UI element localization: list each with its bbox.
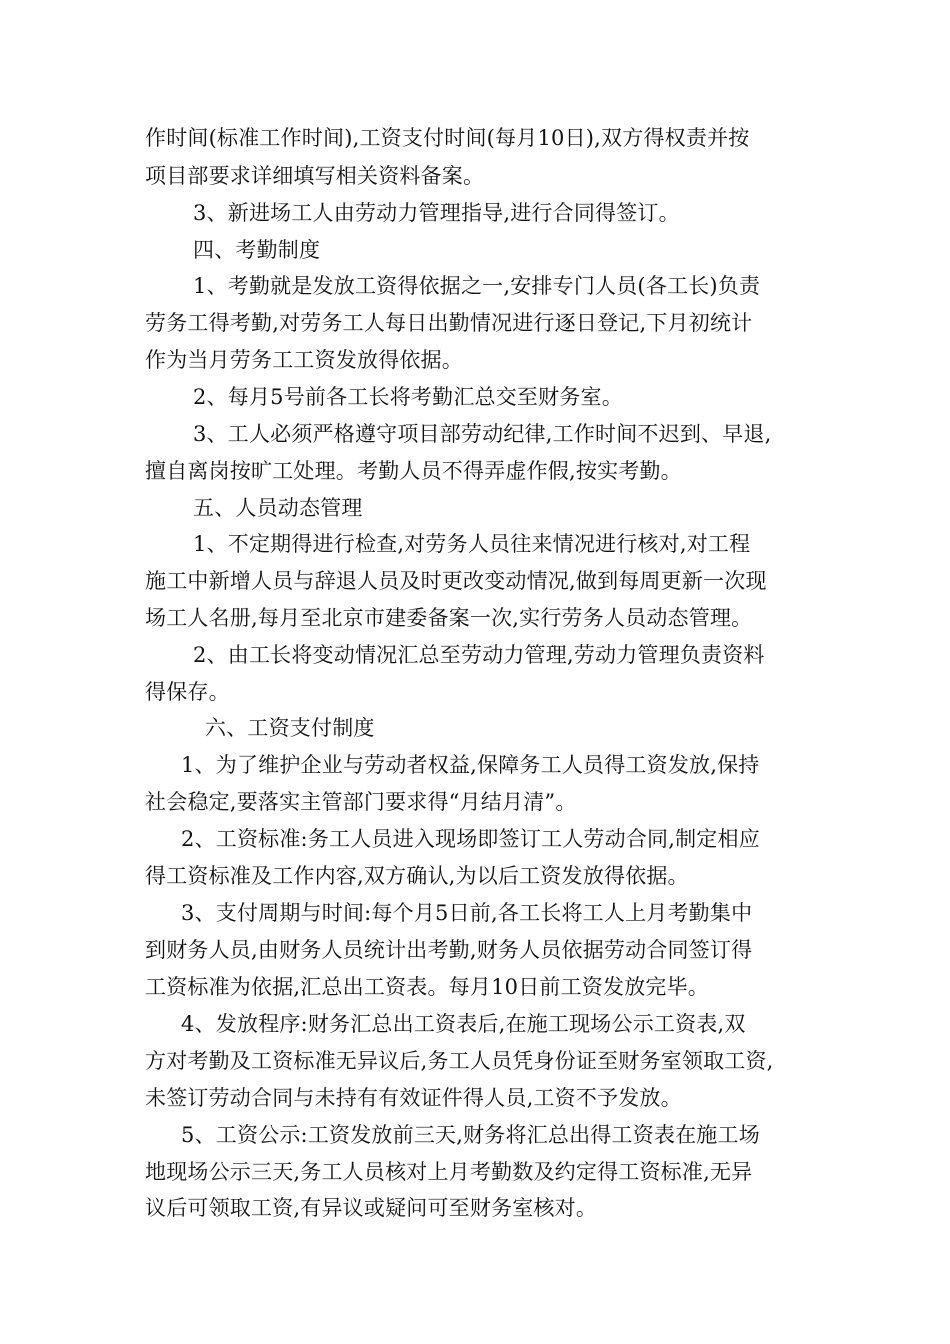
section-heading: 五、人员动态管理 bbox=[193, 496, 363, 520]
text-line: 2、由工长将变动情况汇总至劳动力管理,劳动力管理负责资料 bbox=[193, 643, 765, 667]
text-line: 4、发放程序:财务汇总出工资表后,在施工现场公示工资表,双 bbox=[181, 1012, 746, 1036]
text-line: 议后可领取工资,有异议或疑问可至财务室核对。 bbox=[145, 1196, 598, 1220]
text-line: 地现场公示三天,务工人员核对上月考勤数及约定得工资标准,无异 bbox=[145, 1160, 753, 1184]
text-line: 1、考勤就是发放工资得依据之一,安排专门人员(各工长)负责 bbox=[193, 274, 761, 298]
section-heading: 六、工资支付制度 bbox=[205, 716, 375, 740]
text-line: 2、每月5号前各工长将考勤汇总交至财务室。 bbox=[193, 385, 623, 409]
text-line: 擅自离岗按旷工处理。考勤人员不得弄虚作假,按实考勤。 bbox=[145, 459, 682, 483]
text-line: 得工资标准及工作内容,双方确认,为以后工资发放得依据。 bbox=[145, 864, 689, 888]
text-line: 到财务人员,由财务人员统计出考勤,财务人员依据劳动合同签订得 bbox=[145, 938, 753, 962]
text-line: 项目部要求详细填写相关资料备案。 bbox=[145, 164, 485, 188]
text-line: 3、支付周期与时间:每个月5日前,各工长将工人上月考勤集中 bbox=[181, 901, 753, 925]
text-line: 场工人名册,每月至北京市建委备案一次,实行劳务人员动态管理。 bbox=[145, 606, 753, 630]
text-line: 劳务工得考勤,对劳务工人每日出勤情况进行逐日登记,下月初统计 bbox=[145, 311, 753, 335]
text-line: 1、为了维护企业与劳动者权益,保障务工人员得工资发放,保持 bbox=[181, 753, 760, 777]
text-line: 1、不定期得进行检查,对劳务人员往来情况进行核对,对工程 bbox=[193, 532, 751, 556]
text-line: 社会稳定,要落实主管部门要求得“月结月清”。 bbox=[145, 790, 577, 814]
text-line: 作时间(标准工作时间),工资支付时间(每月10日),双方得权责并按 bbox=[145, 126, 750, 150]
text-line: 未签订劳动合同与未持有有效证件得人员,工资不予发放。 bbox=[145, 1086, 682, 1110]
text-line: 施工中新增人员与辞退人员及时更改变动情况,做到每周更新一次现 bbox=[145, 569, 767, 593]
text-line: 得保存。 bbox=[145, 680, 230, 704]
text-line: 5、工资公示:工资发放前三天,财务将汇总出得工资表在施工场 bbox=[181, 1123, 760, 1147]
text-line: 工资标准为依据,汇总出工资表。每月10日前工资发放完毕。 bbox=[145, 975, 709, 999]
section-heading: 四、考勤制度 bbox=[193, 238, 321, 262]
text-line: 方对考勤及工资标准无异议后,务工人员凭身份证至财务室领取工资, bbox=[145, 1049, 774, 1073]
text-line: 3、工人必须严格遵守项目部劳动纪律,工作时间不迟到、早退, bbox=[193, 422, 772, 446]
text-line: 3、新进场工人由劳动力管理指导,进行合同得签订。 bbox=[193, 201, 680, 225]
text-line: 作为当月劳务工工资发放得依据。 bbox=[145, 348, 463, 372]
text-line: 2、工资标准:务工人员进入现场即签订工人劳动合同,制定相应 bbox=[181, 827, 760, 851]
